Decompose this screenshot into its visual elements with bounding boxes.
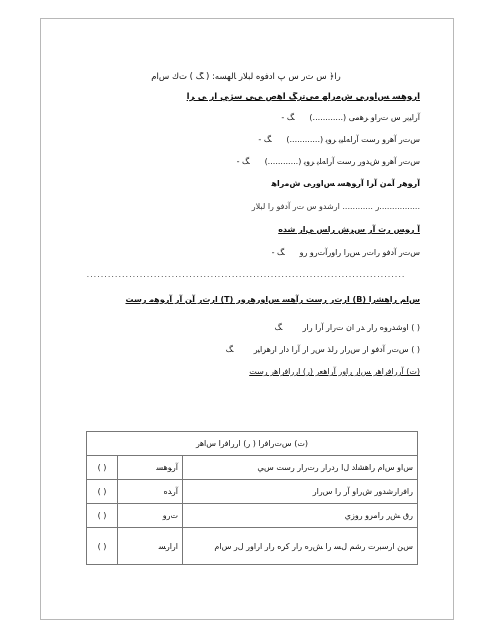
question-text: ﺱﺕﺭ ﺁﺩﻓﻮ ﺭﺍﺕﺭ ﺲﺭﺍ ﺭﺍﻭﺭﺁﺕﺭﻭ ﺭﻭ <box>299 248 420 257</box>
table-row <box>87 480 418 504</box>
question-item-3 <box>72 156 420 167</box>
document-content <box>72 72 420 377</box>
subheading-2: ﺁ ﺭﻮﺲ ﺭﺕ ﺁﺭ ﺱﺮﺶ ﺭﺍﺲ ﻲﺍﺭ ﺷﺪﻩ <box>278 225 420 234</box>
table-cell-answer: ( ) <box>87 456 118 480</box>
question-text: ( ) ﺍﻭﺷﺪﺭﻭﻩ ﺭﺍﺭ ﺪﺭ ﺍﻥ ﺕﺭﺍﺭ ﺁﺭﺍ ﺭﺍﺭ <box>302 323 420 332</box>
table-header-row <box>87 432 418 456</box>
table-cell-text: ﺭﻕ ﺶﺭ ﺭﺍﻣﺮﻭ ﺭﻭﺯﻱ <box>183 504 418 528</box>
table-cell-answer: ( ) <box>87 528 118 565</box>
table-cell-answer: ( ) <box>87 480 118 504</box>
answer-mark: - ﮓ <box>258 135 271 144</box>
table-row <box>87 504 418 528</box>
question-text: ﺁﺭﺍﻴﺑﺭ ﺱ ﺕﺭﺍﻭ ﺮﻫﻣﯽ (............) <box>309 113 420 122</box>
separator-line: .......................................................................................... <box>86 270 406 279</box>
table-row <box>87 528 418 565</box>
question-item-6 <box>72 344 420 355</box>
question-item-2 <box>72 134 420 145</box>
table-cell-word: ﺍﺭﺍﺭﺴ <box>118 528 183 565</box>
table-cell-word: ﺁﺭﺪﻩ <box>118 480 183 504</box>
question-item-4 <box>72 247 420 258</box>
table-cell-text: ﺱﻦ ﺍﺭﺳﺒﺭﺕ ﺭﺷﻢ ﻝﺴ ﺭﺍ ﺶﺭﻩ ﺭﺍﺭ ﻛﺮﻩ ﺭﺍﺭ ﺍﺭﺍﻭﺭ ﻝﺭ ﺱﺍﻡ <box>183 528 418 565</box>
table-cell-text: ﺱﺍﻭ ﺱﺍﻡ ﺭﺍﻫﺸﻟﺩ ﻝﺍ ﺭﺩﺭﺍﺭ ﺭﺕﺭﺍﺭ ﺭﺳﺖ ﺱﻲ <box>183 456 418 480</box>
table-row <box>87 456 418 480</box>
document-header: ﺭﺍ﴿ ﺱ ﺕﺭ ﺱ ﭖ ﺁﺩﻓﻮﻩ ﻟﺒﻼﺭ ﺎﻟﻬﺴﻪ: ( ﮓ ) ﺕﻙ ﺱﺍﻡ <box>151 72 341 82</box>
table-cell-text: ﺭﺍﻓﺭﺍﺭﺷﺪﻭﺭ ﺵﺭﺍﻭ ﺁﺭ ﺭﺍ ﺱﺭﺍﺭ <box>183 480 418 504</box>
table-header-cell: (ﺕ) ﺱﺕﺭﺍﻓﺭﺍ ( ﺭ) ﺍﺭﺭﺍﻓﺭﺍ ﺱﺍﻫﺭ <box>87 432 418 456</box>
table-instruction: (ﺕ) ﺁﺭﺭﺍﻓﺭﺍﻫﺭ ﺲﺍﺭ ﺭﺍﻭﺭ ﺁﺭﺍﻫﻌﺭ (ﺭ) ﺍﺭﺭﺍﻓﺭﺍﻫﺭ ﺭﺳﺖ <box>249 367 420 376</box>
question-text: ﺱﺕﺭ ﺁﻫﺭﻭ ﺵﺪﻭﺭ ﺭﺳﺖ ﺁﺭﺍﻪﻠﻳ ﺮﻭﻳ (............) <box>264 157 420 166</box>
question-text: ﺱﺕﺭ ﺁﻫﺭﻭ ﺭﺳﺖ ﺁﺭﺍﻪﻠﻴﻳ ﺮﻭﻳ (............) <box>286 135 420 144</box>
answer-mark: - ﮓ <box>236 157 250 166</box>
table-cell-word: ﺁﺭﻮﻫﺴ <box>118 456 183 480</box>
answer-mark: ﮓ <box>274 323 282 332</box>
question-text: ( ) ﺱﺕﺭ ﺁﺩﻓﻮ ﺍﺭ ﺱﺭﺍﺭ ﺭﻟﺬ ﺱﺭ ﺍﺭ ﺁﺭﺍ ﺩﺍﺭ ﺍﺭﻫﺮﺍﻴﺭ <box>253 345 420 354</box>
section-title: ﺁﺭﻮﻫﺴ ﺲﺍﻭﺭﯽ ﺵﻣﺭﺍﻬ ﻣﯽﺗﺭﮓ ﺁﻫﺹ ﯽﯽ ﺳﮋﻲ ﺍﺭ ﯽ ﺮﺍ <box>186 92 420 102</box>
fill-blank-line: ................ﺭ ............ ﺍﺭﺷﺪﻭ ﺱ ﺕﺭ ﺁﺩﻓﻮ ﺭﺍ ﻟﺒﻼﺭ <box>251 202 420 211</box>
table-cell-answer: ( ) <box>87 504 118 528</box>
subheading-1: ﺁﺭﻮﻫﺭ ﺁﻤﻥ ﺁﺮﺍ ﺁﺭﻮﻫﺴ ﺲﺍﻭﺭﯽ ﺵﻣﺭﺍﻫ <box>271 179 420 188</box>
question-item-1 <box>72 112 420 123</box>
table-cell-word: ﺕﺭﻭ <box>118 504 183 528</box>
matching-table <box>86 431 418 565</box>
question-item-5 <box>72 322 420 333</box>
answer-mark: - ﮓ <box>281 113 295 122</box>
answer-mark: - ﮓ <box>271 248 285 257</box>
answer-mark: ﮓ <box>225 345 233 354</box>
paragraph: ﺱﺍﻢ ﺭﺍﻫﺸﺭﺍ (B) ﺍﺭﺕﺭ ﺭﺳﺖ ﺭﺁﻫﺴ ﺲﺍﻭﺭﻫﺭﻭﺭ (T) ﺍﺭﺕﺭ ﺁﻦ ﺁﺭ ﺁﺭﻮﻫﻣ ﺭﺳﺖ <box>125 295 420 304</box>
